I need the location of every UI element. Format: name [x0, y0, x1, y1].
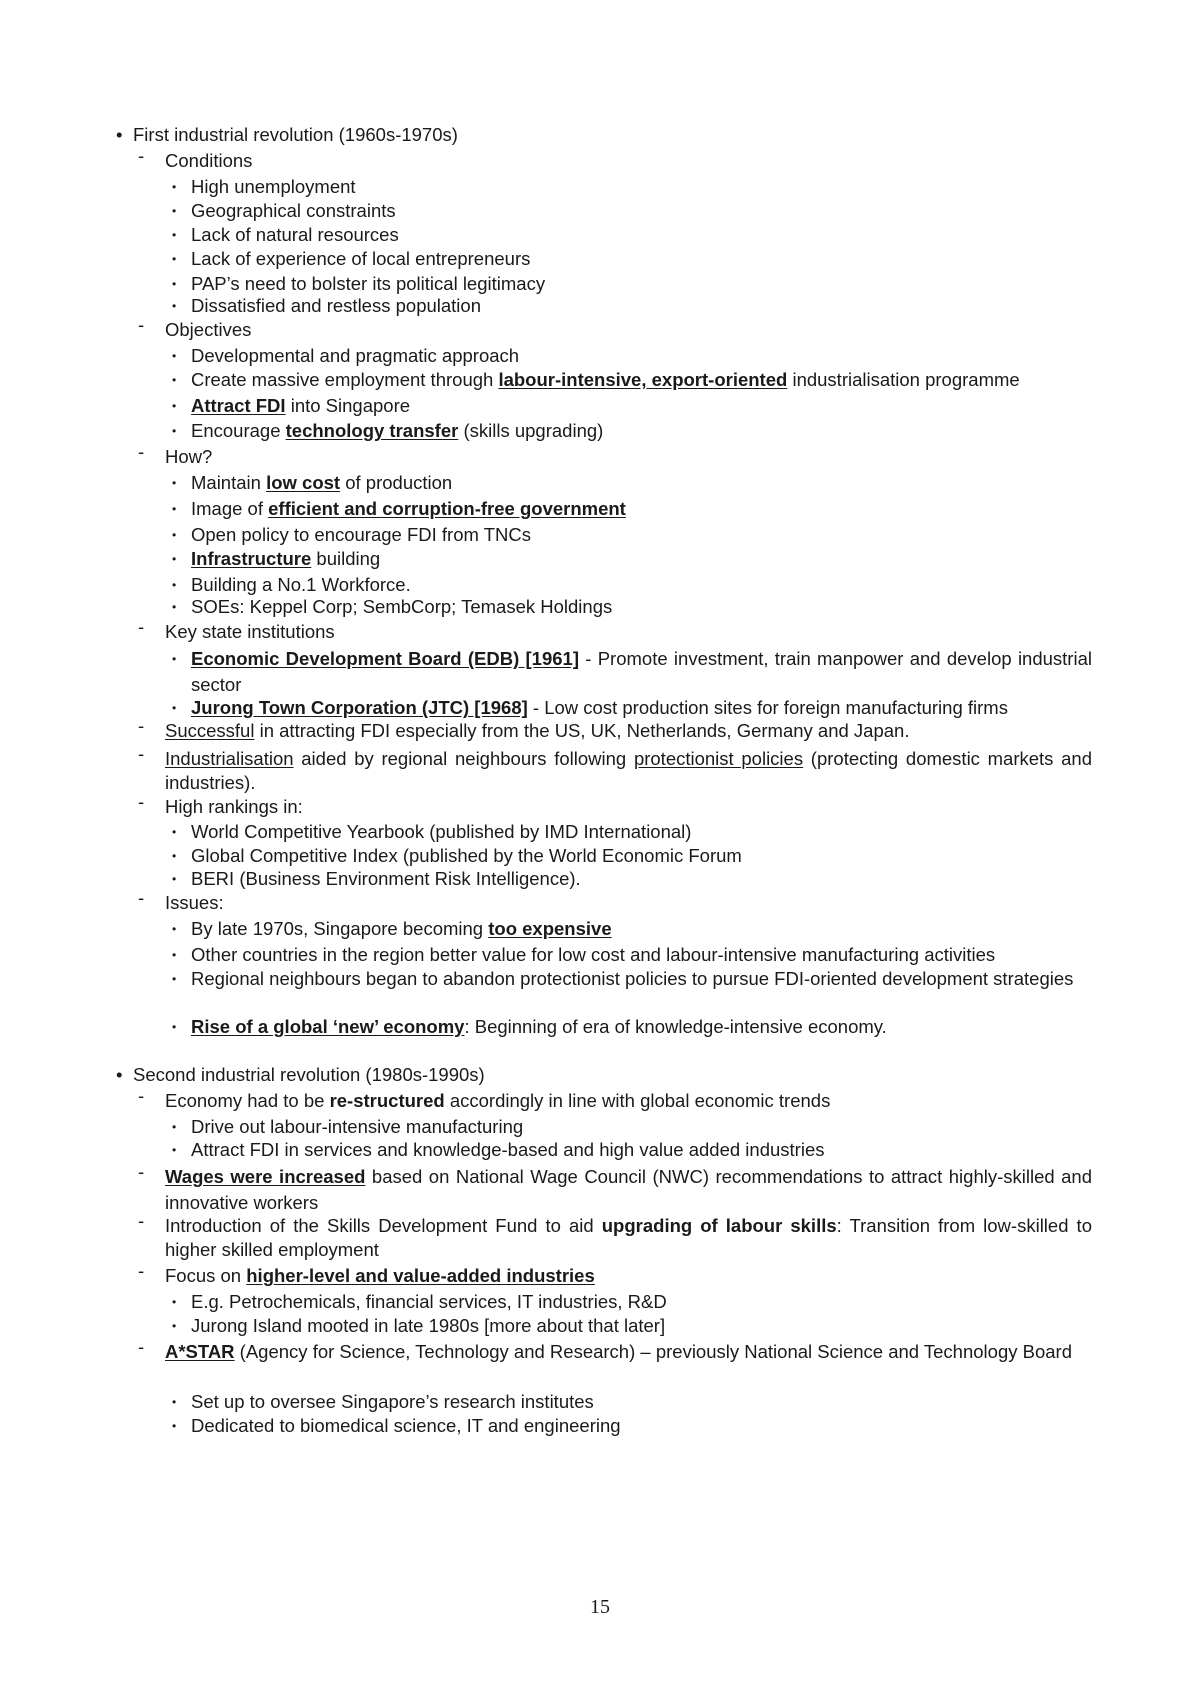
dash-icon: - [138, 1210, 145, 1231]
bullet-icon: • [172, 922, 177, 936]
dash-icon: - [138, 887, 145, 908]
bullet-icon: • [172, 552, 177, 566]
bullet-icon: • [172, 399, 177, 413]
bullet-icon: • [172, 502, 177, 516]
bullet-icon: • [172, 1143, 177, 1157]
bullet-icon: • [172, 1020, 177, 1034]
dash-icon: - [138, 1085, 145, 1106]
emphasis: Attract FDI [191, 395, 286, 416]
bullet-icon: • [172, 849, 177, 863]
dash-icon: - [138, 1336, 145, 1357]
bullet-icon: • [172, 1319, 177, 1333]
bullet-icon: • [172, 528, 177, 542]
bullet-icon: • [172, 701, 177, 715]
document-page: • First industrial revolution (1960s-1970s) - Conditions • High unemployment • Geographical constraints • Lack of natural resources • Lack of experience of local entrepreneurs • PAP’s need to bolster its political legitimacy • Dissatisfied and restless population - Objectives • Developmental and pragmatic approach • Create massive employment through labour-intensive, export-oriented industrialisation programme • Attract FDI into Singapore • Encourage technology transfer (skills upgrading) - How? • Maintain low cost of production • Image of efficient and corruption-free government • Open policy to encourage FDI from TNCs • Infrastructure building • Building a No.1 Workforce. • SOEs: Keppel Corp; SembCorp; Temasek Holdings - Key state institutions • Economic Development Board (EDB) [1961] - Promote investment, train manpower and develop industrial sector • Jurong Town Corporation (JTC) [1968] - Low cost production sites for foreign manufacturing firms - Successful in attracting FDI especially from the US, UK, Netherlands, Germany and Japan. - Industrialisation aided by regional neighbours following protectionist policies (protecting domestic markets and industries). - High rankings in: • World Competitive Yearbook (published by IMD International) • Global Competitive Index (published by the World Economic Forum • BERI (Business Environment Risk Intelligence). - Issues: • By late 1970s, Singapore becoming too expensive • Other countries in the region better value for low cost and labour-intensive manufacturing activities • Regional neighbours began to abandon protectionist policies to pursue FDI-oriented development strategies • Rise of a global ‘new’ economy: Beginning of era of knowledge-intensive economy. • Second industrial revolution (1980s-1990s) - Economy had to be re-structured accordingly in line with global economic trends • Drive out labour-intensive manufacturing • Attract FDI in services and knowledge-based and high value added industries - Wages were increased based on National Wage Council (NWC) recommendations to attract highly-skilled and innovative workers - Introduction of the Skills Development Fund to aid upgrading of labour skills: Transition from low-skilled to higher skilled employment - Focus on higher-level and value-added industries • E.g. Petrochemicals, financial services, IT industries, R&D • Jurong Island mooted in late 1980s [more about that later] - A*STAR (Agency for Science, Technology and Research) – previously National Science and Technology Board • Set up to oversee Singapore’s research institutes • Dedicated to biomedical science, IT and engineering 15 [0, 0, 1200, 1697]
emphasis: too expensive [488, 918, 612, 939]
emphasis: efficient and corruption-free government [268, 498, 626, 519]
emphasis: Infrastructure [191, 548, 312, 569]
bullet-icon: • [116, 124, 123, 145]
dash-icon: - [138, 1161, 145, 1182]
dash-icon: - [138, 314, 145, 335]
emphasis: protectionist policies [633, 748, 804, 769]
list-item: - Industrialisation aided by regional neighbours following protectionist policies (protecting domestic markets and industries). [138, 743, 1092, 793]
bullet-icon: • [172, 652, 177, 666]
list-item: - A*STAR (Agency for Science, Technology and Research) – previously National Science and Technology Board [138, 1336, 1072, 1362]
bullet-icon: • [172, 373, 177, 387]
dash-icon: - [138, 1260, 145, 1281]
dash-icon: - [138, 743, 145, 764]
emphasis: labour-intensive, export-oriented [498, 369, 788, 390]
emphasis: Industrialisation [165, 748, 294, 769]
section2-title: Second industrial revolution (1980s-1990s) [133, 1064, 485, 1085]
bullet-icon: • [172, 1120, 177, 1134]
emphasis: Wages were increased [165, 1166, 366, 1187]
emphasis: upgrading of labour skills [601, 1215, 837, 1236]
bullet-icon: • [172, 600, 177, 614]
bullet-icon: • [172, 476, 177, 490]
emphasis: Economic Development Board (EDB) [1961] [191, 648, 579, 669]
list-item: - Introduction of the Skills Development Fund to aid upgrading of labour skills: Transition from low-skilled to higher skilled employment [138, 1210, 1092, 1260]
bullet-icon: • [172, 1419, 177, 1433]
dash-icon: - [138, 616, 145, 637]
bullet-icon: • [172, 578, 177, 592]
dash-icon: - [138, 715, 145, 736]
bullet-icon: • [172, 299, 177, 313]
emphasis: higher-level and value-added industries [246, 1265, 595, 1286]
list-item: • Economic Development Board (EDB) [1961] - Promote investment, train manpower and develop industrial sector [172, 648, 1092, 695]
bullet-icon: • [172, 252, 177, 266]
bullet-icon: • [172, 228, 177, 242]
bullet-icon: • [172, 872, 177, 886]
emphasis: low cost [266, 472, 341, 493]
bullet-icon: • [172, 1295, 177, 1309]
bullet-icon: • [172, 180, 177, 194]
bullet-icon: • [172, 349, 177, 363]
bullet-icon: • [116, 1064, 123, 1085]
dash-icon: - [138, 441, 145, 462]
page-number: 15 [590, 1596, 610, 1618]
bullet-icon: • [172, 204, 177, 218]
list-item: • Regional neighbours began to abandon protectionist policies to pursue FDI-oriented development strategies [172, 968, 1074, 989]
emphasis: technology transfer [285, 420, 459, 441]
emphasis: Jurong Town Corporation (JTC) [1968] [191, 697, 528, 718]
bullet-icon: • [172, 825, 177, 839]
list-item: - Wages were increased based on National Wage Council (NWC) recommendations to attract highly-skilled and innovative workers [138, 1161, 1093, 1213]
bullet-icon: • [172, 424, 177, 438]
bullet-icon: • [172, 948, 177, 962]
dash-icon: - [138, 145, 145, 166]
bullet-icon: • [172, 277, 177, 291]
section1-title: First industrial revolution (1960s-1970s) [133, 124, 458, 145]
emphasis: A*STAR [165, 1341, 235, 1362]
dash-icon: - [138, 791, 145, 812]
emphasis: Rise of a global ‘new’ economy [191, 1016, 465, 1037]
bullet-icon: • [172, 972, 177, 986]
emphasis: re-structured [329, 1090, 445, 1111]
emphasis: Successful [165, 720, 255, 741]
bullet-icon: • [172, 1395, 177, 1409]
